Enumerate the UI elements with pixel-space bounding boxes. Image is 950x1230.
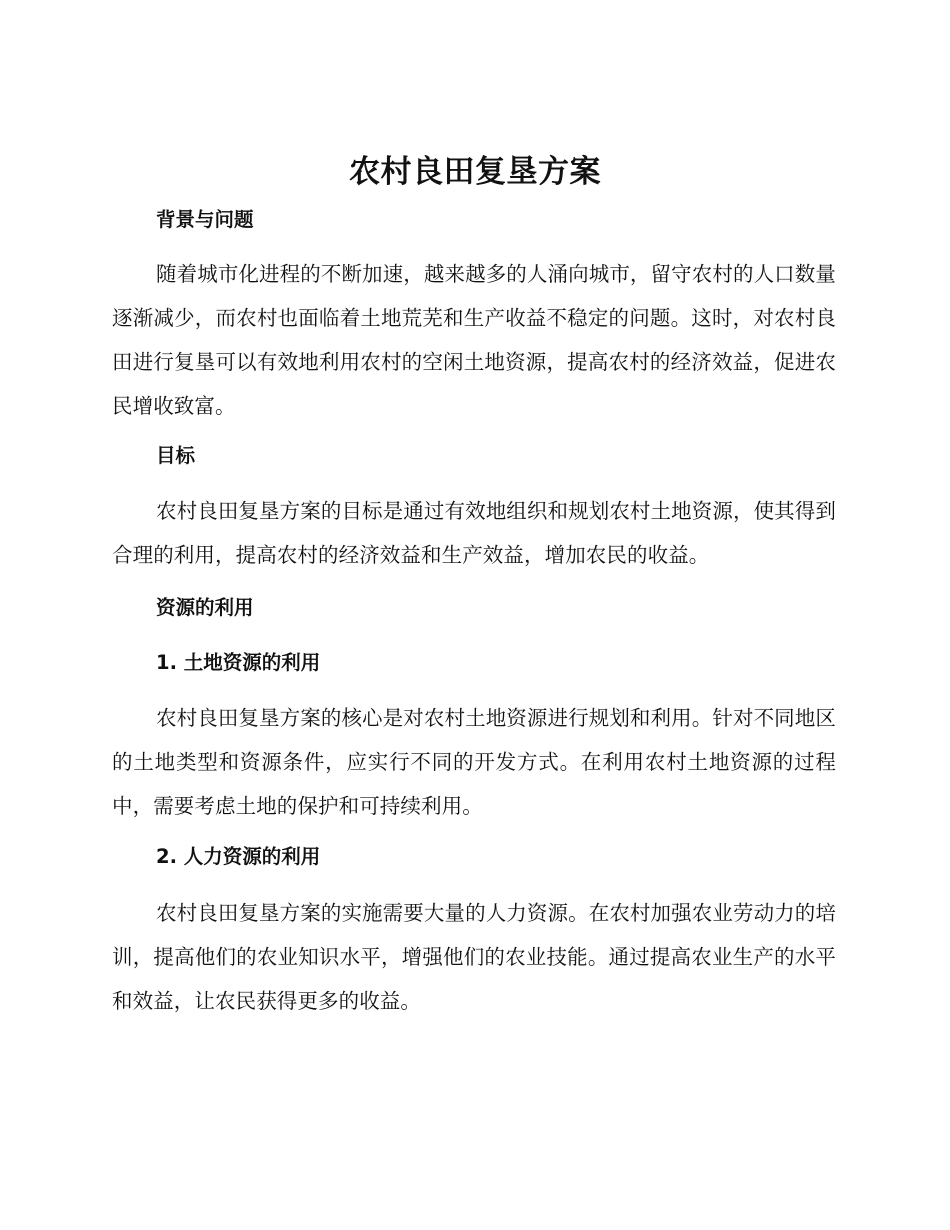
- section-paragraph-human: 农村良田复垦方案的实施需要大量的人力资源。在农村加强农业劳动力的培训，提高他们的农业知识水平，增强他们的农业技能。通过提高农业生产的水平和效益，让农民获得更多的收益。: [112, 901, 836, 1013]
- document-title: 农村良田复垦方案: [349, 154, 601, 190]
- section-heading-land: 1. 土地资源的利用: [156, 651, 321, 674]
- section-paragraph-land: 农村良田复垦方案的核心是对农村土地资源进行规划和利用。针对不同地区的土地类型和资源条件，应实行不同的开发方式。在利用农村土地资源的过程中，需要考虑土地的保护和可持续利用。: [112, 706, 836, 818]
- section-heading-background: 背景与问题: [156, 208, 254, 231]
- section-paragraph-background: 随着城市化进程的不断加速，越来越多的人涌向城市，留守农村的人口数量逐渐减少，而农村也面临着土地荒芜和生产收益不稳定的问题。这时，对农村良田进行复垦可以有效地利用农村的空闲土地资源，提高农村的经济效益，促进农民增收致富。: [112, 262, 836, 418]
- section-heading-resources: 资源的利用: [156, 596, 254, 619]
- section-paragraph-goal: 农村良田复垦方案的目标是通过有效地组织和规划农村土地资源，使其得到合理的利用，提高农村的经济效益和生产效益，增加农民的收益。: [112, 499, 836, 567]
- section-heading-human: 2. 人力资源的利用: [156, 845, 321, 868]
- section-heading-goal: 目标: [156, 444, 196, 467]
